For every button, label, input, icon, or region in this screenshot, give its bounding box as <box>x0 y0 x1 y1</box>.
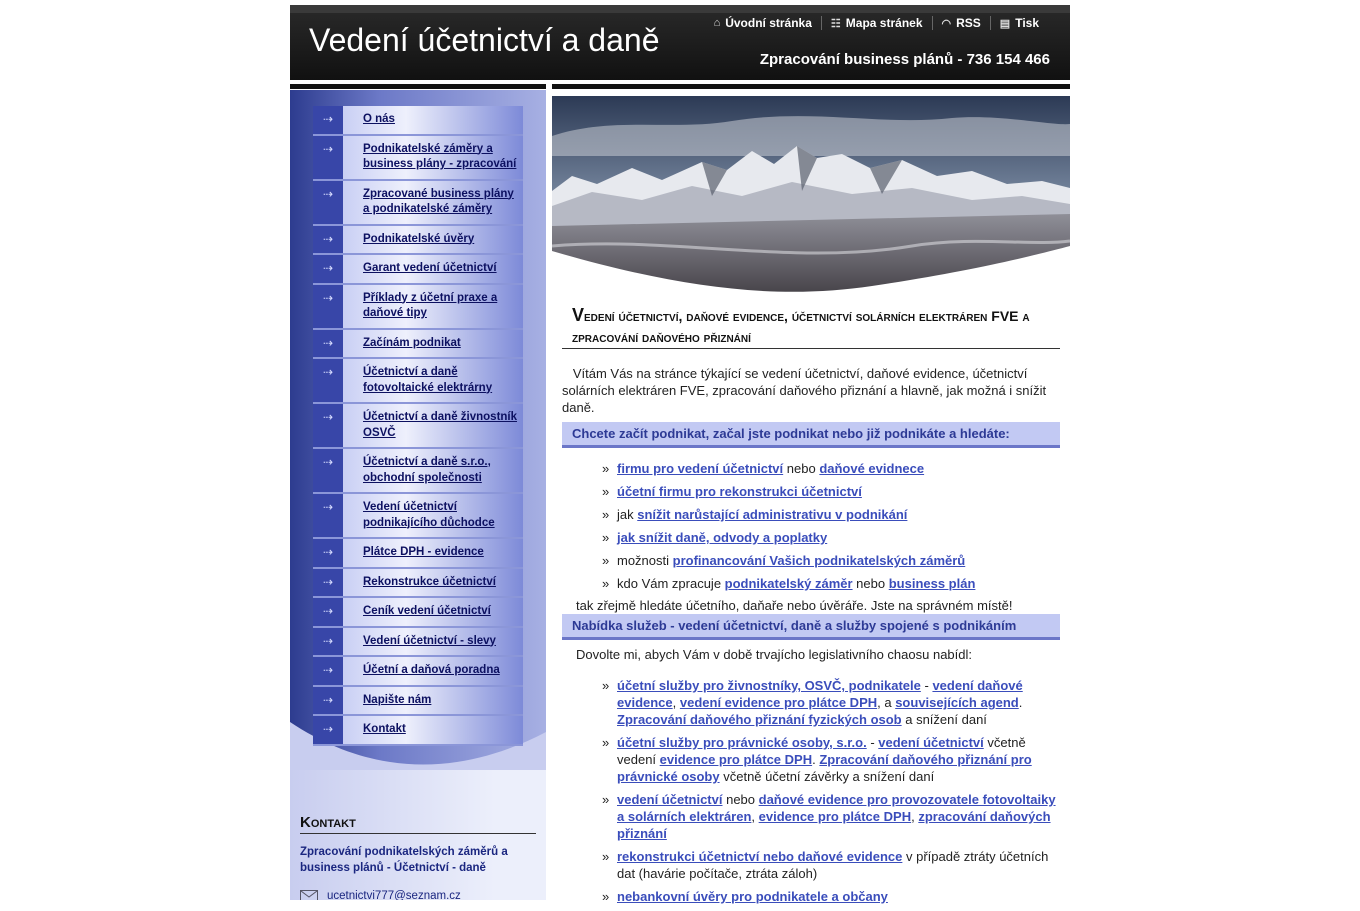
list-text: . <box>812 752 820 767</box>
sidebar-menu-cell <box>343 226 523 254</box>
mountain-picture <box>552 96 1070 301</box>
arrow-right-icon: ⇢ <box>313 106 343 134</box>
section-heading-start: Chcete začít podnikat, začal jste podnikat nebo již podnikáte a hledáte: <box>562 422 1060 448</box>
sidebar-menu-link[interactable]: Garant vedení účetnictví <box>363 262 497 274</box>
list-item <box>602 848 1060 882</box>
nav-sitemap[interactable] <box>821 16 932 30</box>
arrow-right-icon: ⇢ <box>313 687 343 715</box>
link-accounting-2[interactable]: vedení účetnictví <box>617 792 723 807</box>
sidebar-menu-item[interactable] <box>313 106 523 136</box>
arrow-right-icon: ⇢ <box>313 569 343 597</box>
contact-text: Zpracování podnikatelských záměrů a business plánů - Účetnictví - daně <box>300 846 508 874</box>
list-text: nebo <box>783 461 820 476</box>
heading-rest: edení účetnictví, daňové evidence, účetnictví solárních elektráren FVE a zpracování daňového přiznání <box>572 308 1030 345</box>
content-top-bar <box>552 84 1070 89</box>
link-reconstruction[interactable]: rekonstrukci účetnictví nebo daňové evidence <box>617 849 903 864</box>
sidebar-menu-link[interactable]: Účetní a daňová poradna <box>363 664 500 676</box>
envelope-icon <box>300 890 318 900</box>
link-services-companies[interactable]: účetní služby pro právnické osoby, s.r.o. <box>617 735 867 750</box>
link-related-agendas[interactable]: souvisejících agend <box>895 695 1019 710</box>
sidebar-menu-link[interactable]: Příklady z účetní praxe a daňové tipy <box>363 291 498 319</box>
sidebar-menu-link[interactable]: Napište nám <box>363 693 432 706</box>
list-text: - <box>866 735 879 750</box>
list-text: . <box>1018 695 1023 710</box>
sidebar-menu-link[interactable]: Účetnictví a daně fotovoltaické elektrárny <box>363 366 493 394</box>
section-heading-services: Nabídka služeb - vedení účetnictví, daně a služby spojené s podnikáním <box>562 614 1060 640</box>
list-item <box>602 506 1060 523</box>
arrow-right-icon: ⇢ <box>313 181 343 224</box>
list-text: možnosti <box>617 553 673 568</box>
link-nonbank-loans[interactable]: nebankovní úvěry pro podnikatele a občany <box>617 889 888 904</box>
sidebar-menu-link[interactable]: Plátce DPH - evidence <box>363 546 484 558</box>
arrow-right-icon: ⇢ <box>313 494 343 537</box>
nav-home-label[interactable]: Úvodní stránka <box>725 16 812 30</box>
sidebar-menu-item[interactable] <box>313 404 523 449</box>
link-accounting[interactable]: vedení účetnictví <box>878 735 984 750</box>
list-text: kdo Vám zpracuje <box>617 576 725 591</box>
sidebar-menu-link[interactable]: Účetnictví a daně živnostník OSVČ <box>363 411 518 439</box>
sidebar-top-bar <box>290 84 546 89</box>
sidebar-menu-link[interactable]: Ceník vedení účetnictví <box>363 605 491 617</box>
sidebar-menu-cell <box>343 330 523 358</box>
list-text: v případě ztráty účetních dat (havárie počítače, ztráta záloh) <box>617 849 1049 881</box>
nav-sitemap-label[interactable]: Mapa stránek <box>845 16 923 30</box>
sidebar-menu-cell <box>343 181 523 224</box>
nav-home[interactable] <box>705 16 821 30</box>
sidebar-menu-item[interactable] <box>313 449 523 494</box>
intro-paragraph <box>562 365 1060 416</box>
sidebar-menu-link[interactable]: Podnikatelské úvěry <box>363 232 475 245</box>
sidebar-menu-cell <box>343 657 523 685</box>
sidebar-menu-link[interactable]: Začínám podnikat <box>363 336 461 349</box>
sidebar-menu-item[interactable] <box>313 255 523 285</box>
list-text: , <box>672 695 680 710</box>
arrow-right-icon: ⇢ <box>313 359 343 402</box>
site-title[interactable]: Vedení účetnictví a daně <box>309 22 660 58</box>
sidebar-menu-cell <box>343 539 523 567</box>
header-slogan: Zpracování business plánů - 736 154 466 <box>759 51 1050 68</box>
sidebar-menu-item[interactable] <box>313 330 523 360</box>
sidebar-menu-item[interactable] <box>313 359 523 404</box>
link-tax-return-persons[interactable]: Zpracování daňového přiznání fyzických osob <box>617 712 902 727</box>
link-financing[interactable]: profinancování Vašich podnikatelských záměrů <box>672 553 966 568</box>
sidebar-menu-link[interactable]: Kontakt <box>363 723 406 735</box>
link-services-osvc[interactable]: účetní služby pro živnostníky, OSVČ, podnikatele <box>617 678 921 693</box>
list-item <box>602 575 1060 592</box>
link-vat-evidence-2[interactable]: evidence pro plátce DPH <box>659 752 813 767</box>
link-business-intent[interactable]: podnikatelský záměr <box>724 576 853 591</box>
sidebar-menu-cell <box>343 569 523 597</box>
list-item <box>602 734 1060 785</box>
sidebar-menu-cell <box>343 449 523 492</box>
list-item <box>602 791 1060 842</box>
link-reduce-admin[interactable]: snížit narůstající administrativu v podnikání <box>637 507 908 522</box>
sidebar-menu-cell <box>343 494 523 537</box>
sidebar-menu-link[interactable]: Podnikatelské záměry a business plány - zpracování <box>363 142 517 170</box>
top-navigation <box>705 16 1048 30</box>
arrow-right-icon: ⇢ <box>313 226 343 254</box>
nav-print-label[interactable]: Tisk <box>1015 16 1039 30</box>
contact-email-link[interactable]: ucetnictvi777@seznam.cz <box>327 890 461 900</box>
sidebar-menu-link[interactable]: Zpracované business plány a podnikatelské záměry <box>363 187 514 215</box>
arrow-right-icon: ⇢ <box>313 539 343 567</box>
link-tax-return-companies[interactable]: Zpracování daňového přiznání pro právnické osoby <box>617 752 1032 784</box>
arrow-right-icon: ⇢ <box>313 136 343 179</box>
list-text: a snížení daní <box>901 712 987 727</box>
list-item <box>602 460 1060 477</box>
rss-icon: ◠ <box>941 17 952 30</box>
main-content <box>562 305 1060 911</box>
link-tax-records[interactable]: daňové evidnece <box>819 461 925 476</box>
home-icon: ⌂ <box>713 17 721 29</box>
header-stripe <box>290 5 1070 13</box>
sidebar-menu-cell <box>343 136 523 179</box>
arrow-right-icon: ⇢ <box>313 628 343 656</box>
link-firm-accounting[interactable]: firmu pro vedení účetnictví <box>617 461 784 476</box>
arrow-right-icon: ⇢ <box>313 330 343 358</box>
sidebar <box>290 90 546 900</box>
arrow-right-icon: ⇢ <box>313 716 343 744</box>
sidebar-menu-item[interactable] <box>313 285 523 330</box>
sidebar-menu-item[interactable] <box>313 136 523 181</box>
sitemap-icon: ☷ <box>830 17 841 30</box>
needs-list <box>562 460 1060 592</box>
link-vat-evidence[interactable]: vedení evidence pro plátce DPH <box>679 695 878 710</box>
sidebar-menu-link[interactable]: Rekonstrukce účetnictví <box>363 575 496 588</box>
list-text: , <box>911 809 919 824</box>
arrow-right-icon: ⇢ <box>313 598 343 626</box>
link-vat-evidence-3[interactable]: evidence pro plátce DPH <box>758 809 912 824</box>
nav-rss-label[interactable]: RSS <box>956 16 981 30</box>
sidebar-menu-link[interactable]: O nás <box>363 113 395 125</box>
list-text: jak <box>617 507 638 522</box>
services-intro: Dovolte mi, abych Vám v době trvajícho legislativního chaosu nabídl: <box>576 647 972 662</box>
arrow-right-icon: ⇢ <box>313 657 343 685</box>
sidebar-menu-item[interactable] <box>313 687 523 717</box>
sidebar-menu <box>313 106 523 746</box>
list-item <box>602 529 1060 546</box>
list-item <box>602 483 1060 500</box>
arrow-right-icon: ⇢ <box>313 404 343 447</box>
sidebar-menu-cell <box>343 285 523 328</box>
sidebar-menu-item[interactable] <box>313 494 523 539</box>
sidebar-menu-link[interactable]: Účetnictví a daně s.r.o., obchodní společnosti <box>363 456 491 484</box>
sidebar-menu-item[interactable] <box>313 569 523 599</box>
contact-title: Kontakt <box>300 814 536 834</box>
sidebar-menu-link[interactable]: Vedení účetnictví - slevy <box>363 634 496 647</box>
sidebar-menu-item[interactable] <box>313 598 523 628</box>
list-text: - <box>920 678 933 693</box>
sidebar-menu-cell <box>343 404 523 447</box>
sidebar-menu-item[interactable] <box>313 657 523 687</box>
sidebar-menu-link[interactable]: Vedení účetnictví podnikajícího důchodce <box>363 501 495 529</box>
nav-print[interactable] <box>990 16 1048 30</box>
sidebar-menu-item[interactable] <box>313 539 523 569</box>
contact-box <box>300 814 536 900</box>
arrow-right-icon: ⇢ <box>313 449 343 492</box>
list-text: nebo <box>852 576 889 591</box>
heading-initial: V <box>572 305 585 325</box>
print-icon: ▤ <box>999 17 1011 30</box>
list-item <box>602 888 1060 905</box>
sidebar-menu-cell <box>343 716 523 744</box>
list-text: nebo <box>722 792 759 807</box>
sidebar-menu-cell <box>343 255 523 283</box>
services-list <box>562 677 1060 905</box>
intro-text: Vítám Vás na stránce týkající se vedení účetnictví, daňové evidence, účetnictví solárních elektráren FVE, zpracování daňového přiznání a hlavně, jak možná i snížit daně. <box>562 366 1047 415</box>
arrow-right-icon: ⇢ <box>313 255 343 283</box>
banner-mountains-image <box>552 96 1070 301</box>
sidebar-menu-cell <box>343 628 523 656</box>
sidebar-menu-cell <box>343 106 523 134</box>
list-item <box>602 677 1060 728</box>
sidebar-menu-item[interactable] <box>313 716 523 746</box>
list-text: , a <box>877 695 896 710</box>
sidebar-menu-cell <box>343 359 523 402</box>
list-text: včetně účetní závěrky a snížení daní <box>719 769 935 784</box>
arrow-right-icon: ⇢ <box>313 285 343 328</box>
page-heading <box>562 305 1060 349</box>
list-item <box>602 552 1060 569</box>
sidebar-menu-item[interactable] <box>313 226 523 256</box>
sidebar-menu-item[interactable] <box>313 181 523 226</box>
sidebar-menu-cell <box>343 598 523 626</box>
nav-rss[interactable] <box>932 16 990 30</box>
sidebar-menu-item[interactable] <box>313 628 523 658</box>
list-text: , <box>751 809 759 824</box>
after-list-text: tak zřejmě hledáte účetního, daňaře nebo úvěráře. Jste na správném místě! <box>576 598 1013 613</box>
link-reduce-taxes[interactable]: jak snížit daně, odvody a poplatky <box>617 530 828 545</box>
link-tax-evidence[interactable]: vedení daňové evidence <box>617 678 1023 710</box>
link-tax-returns[interactable]: zpracování daňových přiznání <box>617 809 1051 841</box>
link-business-plan[interactable]: business plán <box>888 576 976 591</box>
site-header <box>290 5 1070 80</box>
sidebar-menu-cell <box>343 687 523 715</box>
link-reconstruction-firm[interactable]: účetní firmu pro rekonstrukci účetnictví <box>617 484 862 499</box>
contact-email <box>300 890 536 900</box>
link-solar-evidence[interactable]: daňové evidence pro provozovatele fotovoltaiky a solárních elektráren <box>617 792 1056 824</box>
list-text: včetně vedení <box>617 735 1026 767</box>
